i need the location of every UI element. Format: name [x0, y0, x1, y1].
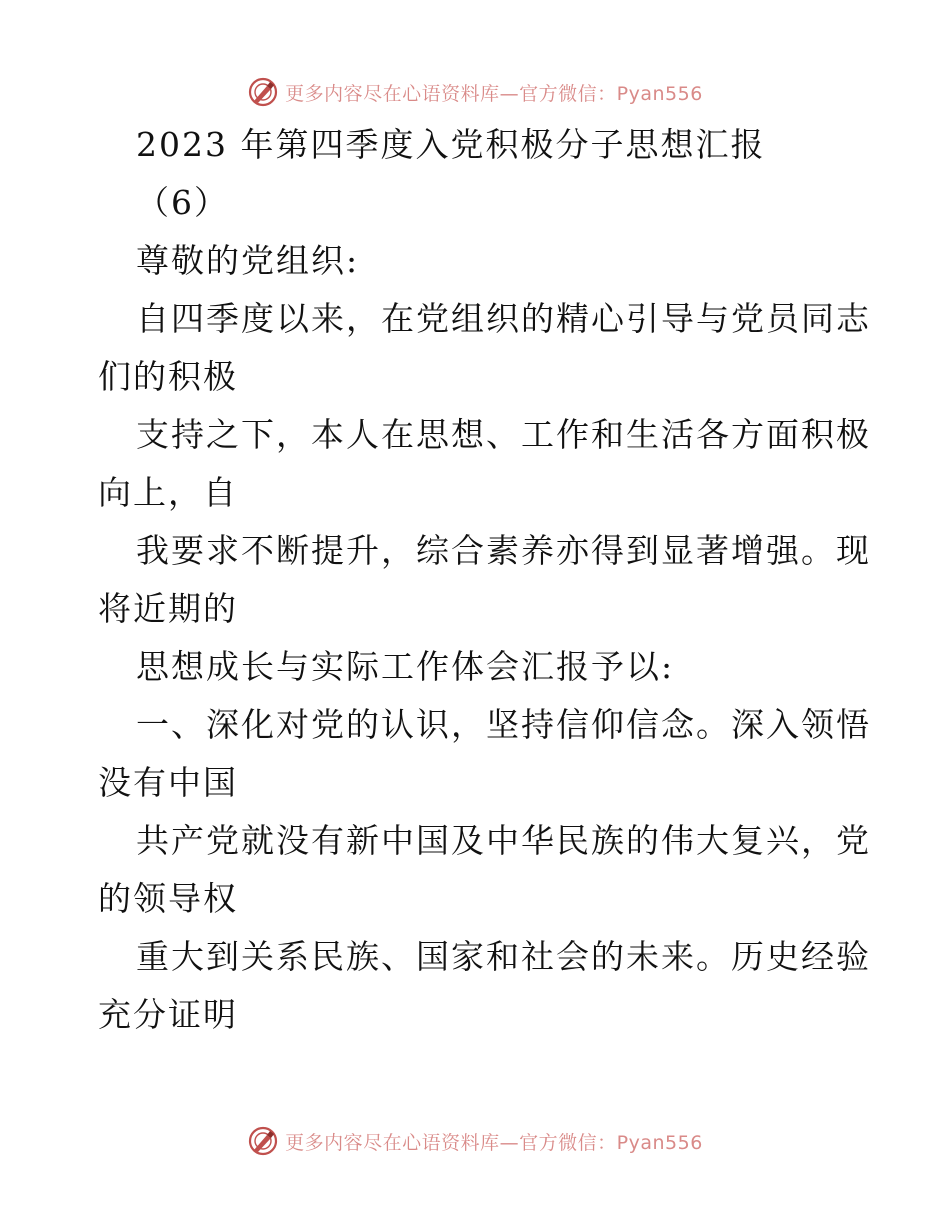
paragraph-line: 没有中国: [98, 763, 238, 802]
footer-watermark: [0, 1121, 950, 1161]
header-watermark: [0, 72, 950, 112]
pen-logo-icon: [247, 1125, 279, 1157]
paragraph-line: 将近期的: [98, 589, 238, 628]
section-heading-line: 一、深化对党的认识，坚持信仰信念。深入领悟: [136, 705, 871, 744]
paragraph-line: 共产党就没有新中国及中华民族的伟大复兴，党: [136, 821, 871, 860]
watermark-text: 更多内容尽在心语资料库—官方微信：Pyan556: [285, 82, 703, 105]
watermark-text: 更多内容尽在心语资料库—官方微信：Pyan556: [285, 1131, 703, 1154]
paragraph-line: 思想成长与实际工作体会汇报予以:: [136, 647, 675, 686]
paragraph-line: 充分证明: [98, 995, 238, 1034]
pen-logo-icon: [247, 76, 279, 108]
paragraph-line: 我要求不断提升，综合素养亦得到显著增强。现: [136, 531, 871, 570]
paragraph-line: 向上，自: [98, 473, 238, 512]
document-title: 2023 年第四季度入党积极分子思想汇报: [136, 125, 766, 164]
paragraph-line: 们的积极: [98, 357, 238, 396]
paragraph-line: 重大到关系民族、国家和社会的未来。历史经验: [136, 937, 871, 976]
document-title-number: （6）: [136, 183, 229, 222]
paragraph-line: 自四季度以来，在党组织的精心引导与党员同志: [136, 299, 871, 338]
paragraph-line: 支持之下，本人在思想、工作和生活各方面积极: [136, 415, 871, 454]
document-body: [98, 116, 871, 1044]
salutation: 尊敬的党组织:: [136, 241, 360, 280]
paragraph-line: 的领导权: [98, 879, 238, 918]
